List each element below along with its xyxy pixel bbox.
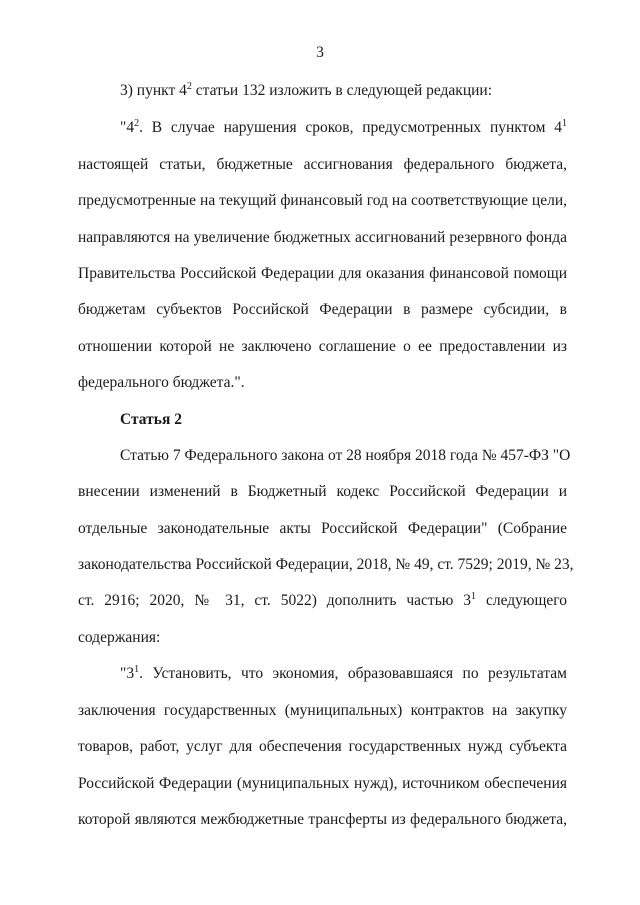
quote2-line-3: товаров, работ, услуг для обеспечения государственных нужд субъекта: [78, 738, 567, 755]
quote1-line-4: направляются на увеличение бюджетных ассигнований резервного фонда: [78, 229, 567, 246]
article2-line-4: законодательства Российской Федерации, 2018, № 49, ст. 7529; 2019, № 23,: [78, 556, 574, 573]
quote1-line-5: Правительства Российской Федерации для оказания финансовой помощи: [78, 265, 567, 282]
quote2-line-5: которой являются межбюджетные трансферты из федерального бюджета,: [78, 811, 567, 828]
quote1-superscript-2: 1: [562, 118, 567, 129]
quote2-line-1: [120, 664, 567, 684]
item-3-prefix: 3) пункт 4: [120, 82, 187, 99]
article2-line-1: Статью 7 Федерального закона от 28 ноября 2018 года № 457-ФЗ "О: [120, 447, 571, 464]
quote1-line-1: [120, 118, 567, 138]
quote2-line-2: заключения государственных (муниципальных) контрактов на закупку: [78, 702, 567, 719]
item-3-paragraph: [120, 81, 567, 101]
quote2-line-1-text: . Установить, что экономия, образовавшаяся по результатам: [139, 665, 567, 682]
quote2-quote-mark: "3: [120, 665, 135, 682]
article2-line-2: внесении изменений в Бюджетный кодекс Российской Федерации и: [78, 483, 567, 500]
article2-line-5-text: ст. 2916; 2020, № 31, ст. 5022) дополнить частью 3: [78, 592, 472, 609]
item-3-superscript: 2: [186, 81, 192, 92]
page-number: 3: [316, 44, 324, 61]
article-2-heading: Статья 2: [120, 411, 182, 428]
quote1-line-7: отношении которой не заключено соглашение о ее предоставлении из: [78, 338, 567, 355]
quote1-line-8: федерального бюджета.".: [78, 374, 245, 391]
quote1-quote-mark: "4: [120, 119, 135, 136]
quote1-line-1-text: . В случае нарушения сроков, предусмотренных пунктом 4: [139, 119, 562, 136]
quote1-line-3: предусмотренные на текущий финансовый год на соответствующие цели,: [78, 192, 567, 209]
quote1-line-2: настоящей статьи, бюджетные ассигнования федерального бюджета,: [78, 156, 567, 173]
article2-line-3: отдельные законодательные акты Российской Федерации" (Собрание: [78, 520, 567, 537]
article2-line-5-tail: следующего: [476, 592, 568, 609]
quote1-superscript-1: 2: [134, 118, 140, 129]
article2-line-5: [78, 591, 567, 611]
quote2-superscript: 1: [134, 664, 140, 675]
item-3-suffix: статьи 132 изложить в следующей редакции:: [191, 82, 493, 99]
quote2-line-4: Российской Федерации (муниципальных нужд), источником обеспечения: [78, 775, 567, 792]
quote1-line-6: бюджетам субъектов Российской Федерации в размере субсидии, в: [78, 301, 567, 318]
article2-line-6: содержания:: [78, 629, 161, 646]
article2-superscript: 1: [471, 591, 477, 602]
